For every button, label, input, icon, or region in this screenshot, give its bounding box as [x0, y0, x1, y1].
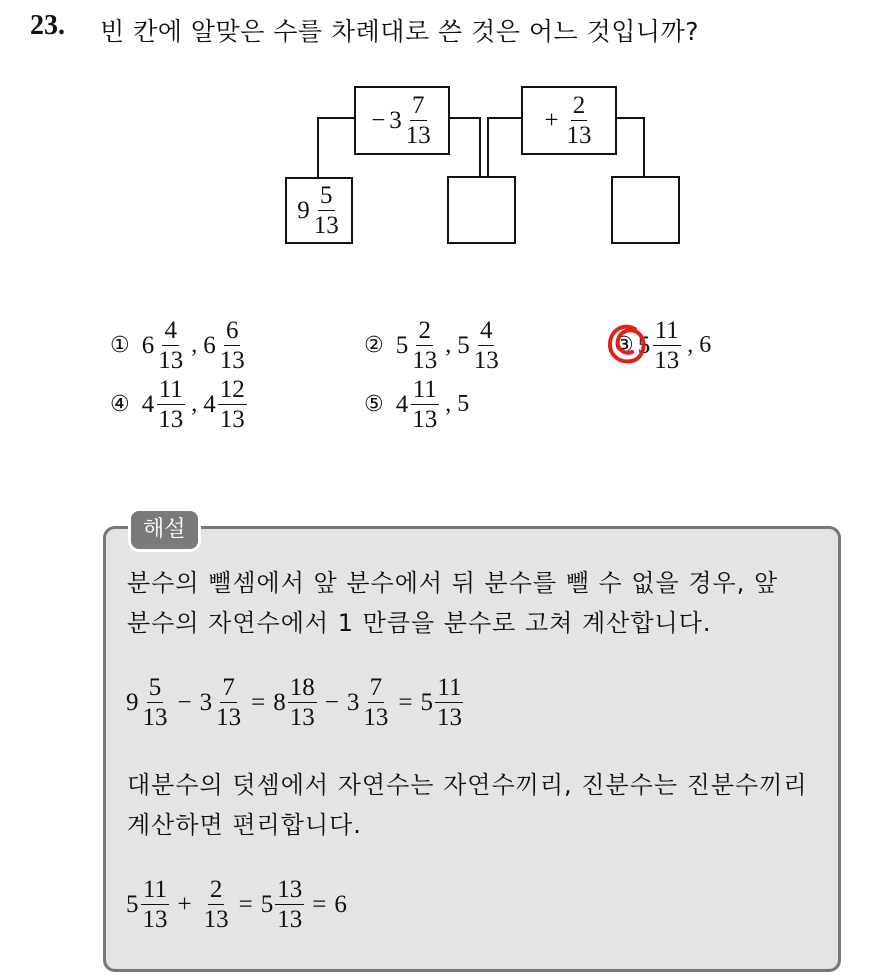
option-5-marker: ⑤	[364, 392, 384, 417]
opt4-a-den: 13	[158, 406, 184, 433]
opt5-comma: ,	[445, 391, 452, 417]
opt3-a-whole: 5	[637, 332, 651, 359]
option-4-marker: ④	[110, 392, 130, 417]
explanation-tag: 해설	[128, 508, 201, 552]
op1-whole: 3	[389, 107, 402, 134]
opt4-b-whole: 4	[203, 391, 216, 418]
eq2-equals-2: =	[312, 890, 327, 918]
opt2-a-num: 2	[418, 317, 431, 344]
eq2-plus: +	[177, 890, 192, 918]
explanation-para2-line1: 대분수의 덧셈에서 자연수는 자연수끼리, 진분수는 진분수끼리	[127, 771, 808, 799]
equation-subtraction	[126, 675, 464, 730]
opt3-a-den: 13	[654, 347, 680, 374]
explanation-para2-line2: 계산하면 편리합니다.	[127, 811, 362, 839]
eq2-equals-1: =	[238, 890, 253, 918]
opt4-a-whole: 4	[141, 391, 155, 418]
opt2-b-den: 13	[473, 347, 499, 374]
eq1-equals-2: =	[398, 688, 413, 716]
eq2-result: 6	[334, 890, 347, 918]
question-number: 23.	[30, 10, 65, 41]
opt5-a-den: 13	[412, 406, 438, 433]
connector-op1-to-box1	[447, 118, 480, 176]
selected-circle-mark	[605, 323, 649, 367]
eq1-t1-num: 5	[148, 674, 162, 701]
eq2-t3-whole: 5	[260, 891, 274, 918]
eq1-t5-num: 11	[437, 674, 462, 701]
start-whole: 9	[297, 197, 310, 224]
eq1-t5-den: 13	[436, 704, 462, 731]
op1-num: 7	[412, 92, 425, 119]
operation-box-add	[521, 86, 617, 155]
opt5-b: 5	[457, 391, 470, 417]
eq2-t1-den: 13	[142, 906, 168, 933]
eq1-t2-whole: 3	[199, 689, 213, 716]
start-value-box	[285, 177, 353, 244]
opt3-a-num: 11	[654, 317, 679, 344]
eq2-t1-num: 11	[142, 876, 168, 903]
eq1-minus-2: −	[324, 688, 339, 716]
option-2-marker: ②	[364, 333, 384, 358]
op2-sign: +	[544, 107, 559, 134]
option-1-marker: ①	[110, 333, 130, 358]
opt1-a-den: 13	[158, 347, 184, 374]
op2-num: 2	[572, 92, 586, 119]
option-2[interactable]	[364, 318, 501, 373]
eq1-t2-den: 13	[216, 704, 242, 731]
opt3-b: 6	[699, 332, 712, 358]
eq1-t2-num: 7	[222, 674, 235, 701]
opt1-b-den: 13	[219, 347, 245, 374]
eq1-t4-whole: 3	[346, 689, 360, 716]
start-den: 13	[313, 212, 339, 239]
eq2-t2-den: 13	[203, 906, 229, 933]
option-5[interactable]	[364, 377, 469, 432]
opt1-b-whole: 6	[203, 332, 216, 359]
eq1-minus-1: −	[177, 688, 192, 716]
option-3-marker-wrap	[614, 333, 634, 358]
connector-op2-to-box2	[614, 118, 644, 176]
explanation-para1-line1: 분수의 뺄셈에서 앞 분수에서 뒤 분수를 뺄 수 없을 경우, 앞	[127, 569, 779, 597]
opt4-b-num: 12	[219, 376, 245, 403]
op1-value	[371, 93, 433, 148]
op2-den: 13	[566, 122, 592, 149]
op2-value	[544, 93, 593, 148]
option-3-marker: ③	[614, 333, 634, 358]
option-1[interactable]	[110, 318, 247, 373]
eq2-t3-num: 13	[277, 876, 303, 903]
question-text: 빈 칸에 알맞은 수를 차례대로 쓴 것은 어느 것입니까?	[100, 17, 699, 46]
opt1-b-num: 6	[225, 317, 239, 344]
opt5-a-num: 11	[412, 376, 437, 403]
opt1-comma: ,	[191, 332, 198, 358]
opt5-a-whole: 4	[395, 391, 409, 418]
eq1-t1-den: 13	[142, 704, 168, 731]
eq1-t3-whole: 8	[273, 689, 286, 716]
opt2-comma: ,	[445, 332, 452, 358]
equation-addition	[126, 877, 347, 932]
option-3[interactable]	[614, 318, 711, 373]
opt2-a-whole: 5	[395, 332, 409, 359]
eq1-t3-den: 13	[289, 704, 315, 731]
eq1-t3-num: 18	[289, 674, 315, 701]
option-4[interactable]	[110, 377, 247, 432]
opt4-b-den: 13	[219, 406, 245, 433]
op1-sign: −	[371, 107, 386, 134]
opt2-a-den: 13	[412, 347, 438, 374]
connector-box1-to-op2	[488, 118, 521, 176]
connector-start-to-op1	[318, 118, 355, 178]
blank-box-2[interactable]	[611, 176, 680, 244]
eq1-t1-whole: 9	[126, 689, 139, 716]
blank-box-1[interactable]	[447, 176, 516, 244]
opt4-comma: ,	[191, 391, 198, 417]
opt4-a-num: 11	[158, 376, 183, 403]
eq1-equals-1: =	[251, 688, 266, 716]
eq1-t4-num: 7	[369, 674, 383, 701]
opt1-a-whole: 6	[141, 332, 155, 359]
opt1-a-num: 4	[164, 317, 177, 344]
opt2-b-num: 4	[479, 317, 493, 344]
start-num: 5	[320, 182, 333, 209]
start-value	[297, 183, 341, 238]
op1-den: 13	[405, 122, 431, 149]
explanation-para1-line2: 분수의 자연수에서 1 만큼을 분수로 고쳐 계산합니다.	[127, 609, 712, 637]
eq1-t4-den: 13	[363, 704, 389, 731]
opt3-comma: ,	[687, 332, 694, 358]
operation-box-subtract	[354, 86, 450, 155]
opt2-b-whole: 5	[457, 332, 470, 359]
eq2-t1-whole: 5	[126, 891, 139, 918]
eq1-t5-whole: 5	[420, 689, 433, 716]
eq2-t3-den: 13	[277, 906, 303, 933]
eq2-t2-num: 2	[209, 876, 223, 903]
